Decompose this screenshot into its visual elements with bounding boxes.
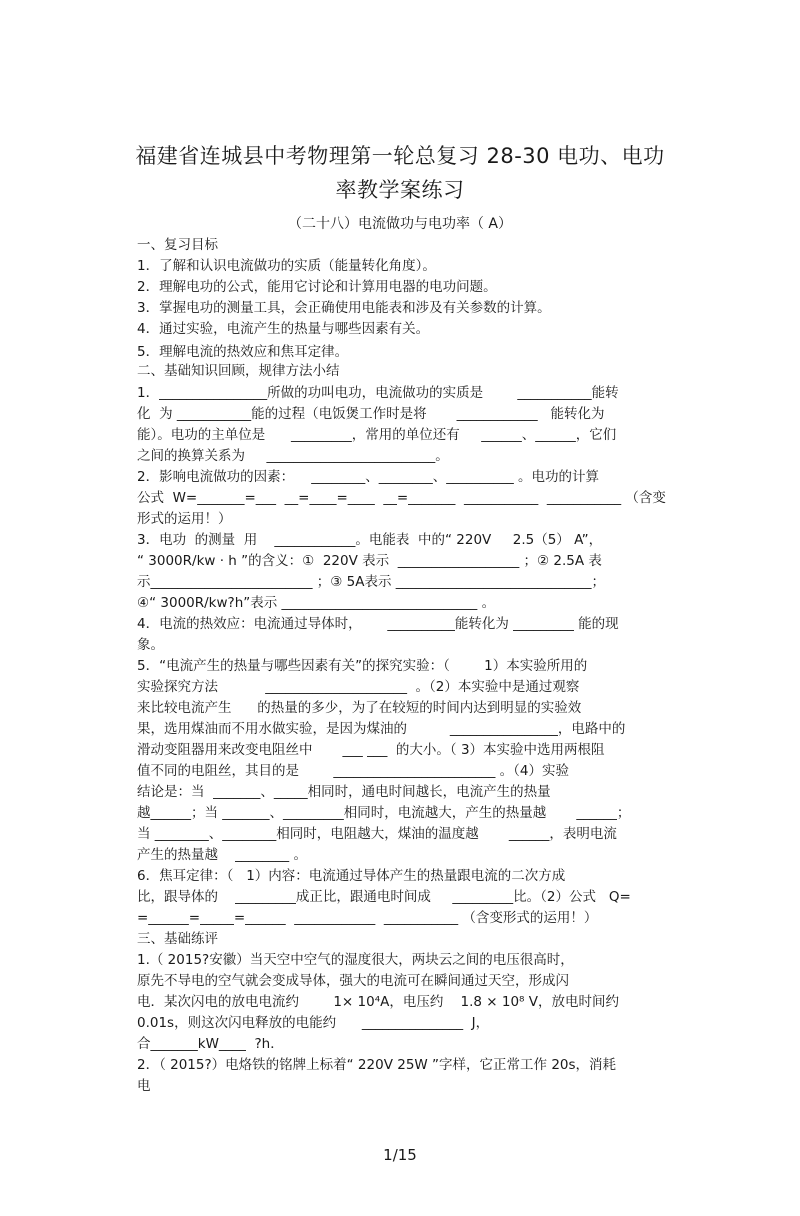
text-line: “ 3000R/kw · h ”的含义：① 220V 表示 __________________ ；② 2.5A 表 bbox=[137, 553, 602, 569]
text-line: 二、基础知识回顾，规律方法小结 bbox=[137, 363, 340, 379]
text-line: 果，选用煤油而不用水做实验，是因为煤油的 ________________，电路中的 bbox=[137, 721, 626, 737]
text-line: 原先不导电的空气就会变成导体，强大的电流可在瞬间通过天空，形成闪 bbox=[137, 973, 569, 989]
text-line: 2．影响电流做功的因素： ________、________、__________ 。电功的计算 bbox=[137, 469, 600, 485]
text-line: 一、复习目标 bbox=[137, 237, 218, 253]
text-line: 1.（ 2015?安徽）当天空中空气的湿度很大，两块云之间的电压很高时， bbox=[137, 952, 574, 968]
text-line: 3．掌握电功的测量工具，会正确使用电能表和涉及有关参数的计算。 bbox=[137, 300, 551, 316]
text-line: 3．电功 的测量 用 ____________。电能表 中的“ 220V 2.5（5） A”， bbox=[137, 532, 603, 548]
document-title-line1: 福建省连城县中考物理第一轮总复习 28-30 电功、电功 bbox=[135, 144, 665, 168]
text-line: 实验探究方法 _____________________ 。（2）本实验中是通过观察 bbox=[137, 679, 580, 695]
text-line: 电 bbox=[137, 1078, 151, 1094]
text-line: 合_______kW____ ?h． bbox=[137, 1036, 284, 1052]
text-line: 之间的换算关系为 _________________________。 bbox=[137, 448, 449, 464]
text-line: 结论是：当 _______、_____相同时，通电时间越长，电流产生的热量 bbox=[137, 784, 551, 800]
text-line: 2．（ 2015?）电烙铁的铭牌上标着“ 220V 25W ”字样，它正常工作 20s，消耗 bbox=[137, 1057, 617, 1073]
text-line: 三、基础练评 bbox=[137, 931, 218, 947]
document-subtitle: （二十八）电流做功与电功率（ A） bbox=[287, 216, 513, 232]
text-line: 1．了解和认识电流做功的实质（能量转化角度）。 bbox=[137, 258, 436, 274]
text-line: 比，跟导体的 _________成正比，跟通电时间成 _________比。（2）公式 Q= bbox=[137, 889, 631, 905]
text-line: 电．某次闪电的放电电流约 1× 10⁴A，电压约 1.8 × 10⁸ V，放电时间约 bbox=[137, 994, 619, 1010]
text-line: =______=_____=______ ____________ ___________ （含变形式的运用！） bbox=[137, 910, 598, 926]
text-line: 公式 W=_______=___ __=____=____ __=_______ ___________ ___________ （含变 bbox=[137, 490, 666, 506]
text-line: 4．电流的热效应：电流通过导体时， __________能转化为 _________ 能的现 bbox=[137, 616, 619, 632]
text-line: 形式的运用！） bbox=[137, 511, 232, 527]
text-line: 5．“电流产生的热量与哪些因素有关”的探究实验：（ 1）本实验所用的 bbox=[137, 658, 588, 674]
text-line: 6．焦耳定律：（ 1）内容：电流通过导体产生的热量跟电流的二次方成 bbox=[137, 868, 566, 884]
text-line: 能）。电功的主单位是 _________，常用的单位还有 ______、______，它们 bbox=[137, 427, 617, 443]
text-line: 2．理解电功的公式，能用它讨论和计算用电器的电功问题。 bbox=[137, 279, 497, 295]
text-line: 1．________________所做的功叫电功，电流做功的实质是 ___________能转 bbox=[137, 385, 619, 401]
text-line: 越______；当 _______、_________相同时，电流越大，产生的热量越 ______； bbox=[137, 805, 631, 821]
text-line: 滑动变阻器用来改变电阻丝中 ___ ___ 的大小。（ 3）本实验中选用两根阻 bbox=[137, 742, 605, 758]
text-line: 0.01s，则这次闪电释放的电能约 _______________ J， bbox=[137, 1015, 490, 1031]
text-line: 4．通过实验，电流产生的热量与哪些因素有关。 bbox=[137, 321, 430, 337]
text-line: 产生的热量越 ________ 。 bbox=[137, 847, 307, 863]
text-line: 来比较电流产生 的热量的多少，为了在较短的时间内达到明显的实验效 bbox=[137, 700, 582, 716]
text-line: 值不同的电阻丝，其目的是 ________________________ 。（4）实验 bbox=[137, 763, 569, 779]
text-line: 象。 bbox=[137, 637, 164, 653]
text-line: 5．理解电流的热效应和焦耳定律。 bbox=[137, 344, 349, 360]
text-line: 化 为 ___________能的过程（电饭煲工作时是将 ____________ 能转化为 bbox=[137, 406, 605, 422]
text-line: ④“ 3000R/kw?h”表示 _____________________________ 。 bbox=[137, 595, 496, 611]
text-line: 当 ________、________相同时，电阻越大，煤油的温度越 ______，表明电流 bbox=[137, 826, 617, 842]
text-line: 示________________________ ；③ 5A表示 _____________________________； bbox=[137, 574, 606, 590]
document-title-line2: 率教学案练习 bbox=[335, 178, 465, 202]
page-number: 1/15 bbox=[383, 1146, 417, 1164]
